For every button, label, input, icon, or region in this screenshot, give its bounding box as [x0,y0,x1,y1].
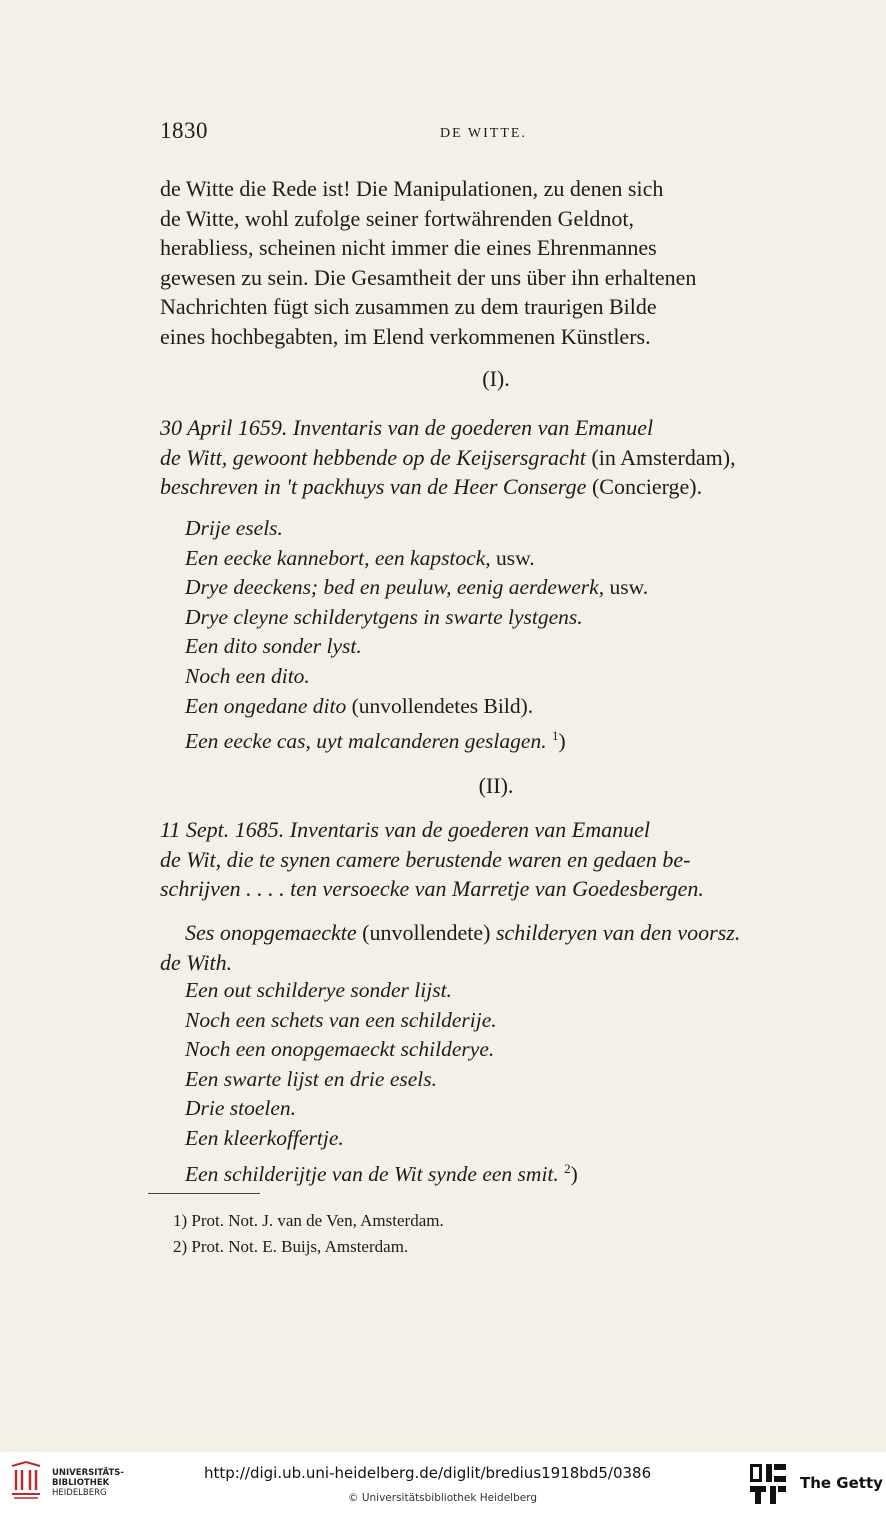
list-item: Een kleerkoffertje. [185,1125,344,1150]
getty-name: The Getty [800,1474,883,1492]
footnote-ref: 1 [551,728,559,744]
copyright-notice: © Universitätsbibliothek Heidelberg [348,1492,538,1504]
list-item: Een dito sonder lyst. [185,634,362,659]
footnote: 1) Prot. Not. J. van de Ven, Amsterdam. [173,1211,444,1230]
list-item: Noch een dito. [185,663,310,688]
list-item: Een ongedane dito (unvollendetes Bild). [185,693,534,718]
entry-text-plain: (Concierge). [586,474,703,499]
entry-text: schrijven . . . . ten versoecke van Marretje van Goedesbergen. [160,876,704,901]
inventory-entry-1659 [160,413,812,502]
inventory-entry-1685 [160,815,812,904]
library-name: UNIVERSITÄTS- BIBLIOTHEK HEIDELBERG [52,1468,124,1498]
intro-line: eines hochbegabten, im Elend verkommenen Künstlers. [160,323,651,349]
intro-line: herabliess, scheinen nicht immer die eines Ehrenmannes [160,235,657,260]
entry-text-plain: (in Amsterdam), [585,444,736,470]
list-item: Een swarte lijst en drie esels. [185,1066,437,1091]
intro-line: Nachrichten fügt sich zusammen zu dem traurigen Bilde [160,294,657,319]
entry-text: de Witt, gewoont hebbende op de Keijsersgracht [160,444,586,470]
list-item: Drije esels. [185,516,283,540]
list-item: Noch een onopgemaeckt schilderye. [185,1037,495,1062]
list-item: Een eecke kannebort, een kapstock, usw. [185,545,535,570]
list-item: Een out schilderye sonder lijst. [185,978,452,1002]
intro-paragraph [160,174,812,351]
list-item: Noch een schets van een schilderije. [185,1007,497,1032]
permalink-url[interactable]: http://digi.ub.uni-heidelberg.de/diglit/bredius1918bd5/0386 [204,1464,652,1482]
viewer-footer [0,1452,886,1516]
list-item-first: Ses onopgemaeckte (unvollendete) schilderyen van den voorsz. de With. [160,920,741,975]
page-number: 1830 [160,118,208,143]
list-item: Drye cleyne schilderytgens in swarte lystgens. [185,604,583,629]
footnote: 2) Prot. Not. E. Buijs, Amsterdam. [173,1237,409,1256]
list-item: Een eecke cas, uyt malcanderen geslagen. $^1$) [185,728,566,754]
footnote-ref: 2 [564,1160,571,1176]
inventory-list-2 [185,976,825,1189]
intro-line: de Witte, wohl zufolge seiner fortwährenden Geldnot, [160,205,634,231]
list-item: Drie stoelen. [185,1096,297,1121]
section-heading-2: (II). [478,773,514,798]
section-heading-1: (I). [482,366,510,391]
page-header [160,118,810,148]
getty-logo-icon [748,1462,788,1506]
entry-text: beschreven in 't packhuys van de Heer Conserge [160,474,587,499]
list-item: Een schilderijtje van de Wit synde een smit. $^2$) [185,1160,578,1186]
intro-line: gewesen zu sein. Die Gesamtheit der uns über ihn erhaltenen [160,264,697,290]
footnotes [173,1208,444,1260]
list-item: Drye deeckens; bed en peuluw, eenig aerdewerk, usw. [185,575,649,600]
footnote-divider [148,1193,260,1194]
entry-text: 30 April 1659. Inventaris van de goederen van Emanuel [160,415,654,440]
entry-text: 11 Sept. 1685. Inventaris van de goederen van Emanuel [160,817,650,842]
entry-text: de Wit, die te synen camere berustende waren en gedaen be- [160,846,691,872]
university-library-logo-icon [8,1460,44,1502]
running-head: DE WITTE. [440,126,527,141]
intro-line: de Witte die Rede ist! Die Manipulationen, zu denen sich [160,176,664,201]
inventory-list-1 [185,514,825,757]
